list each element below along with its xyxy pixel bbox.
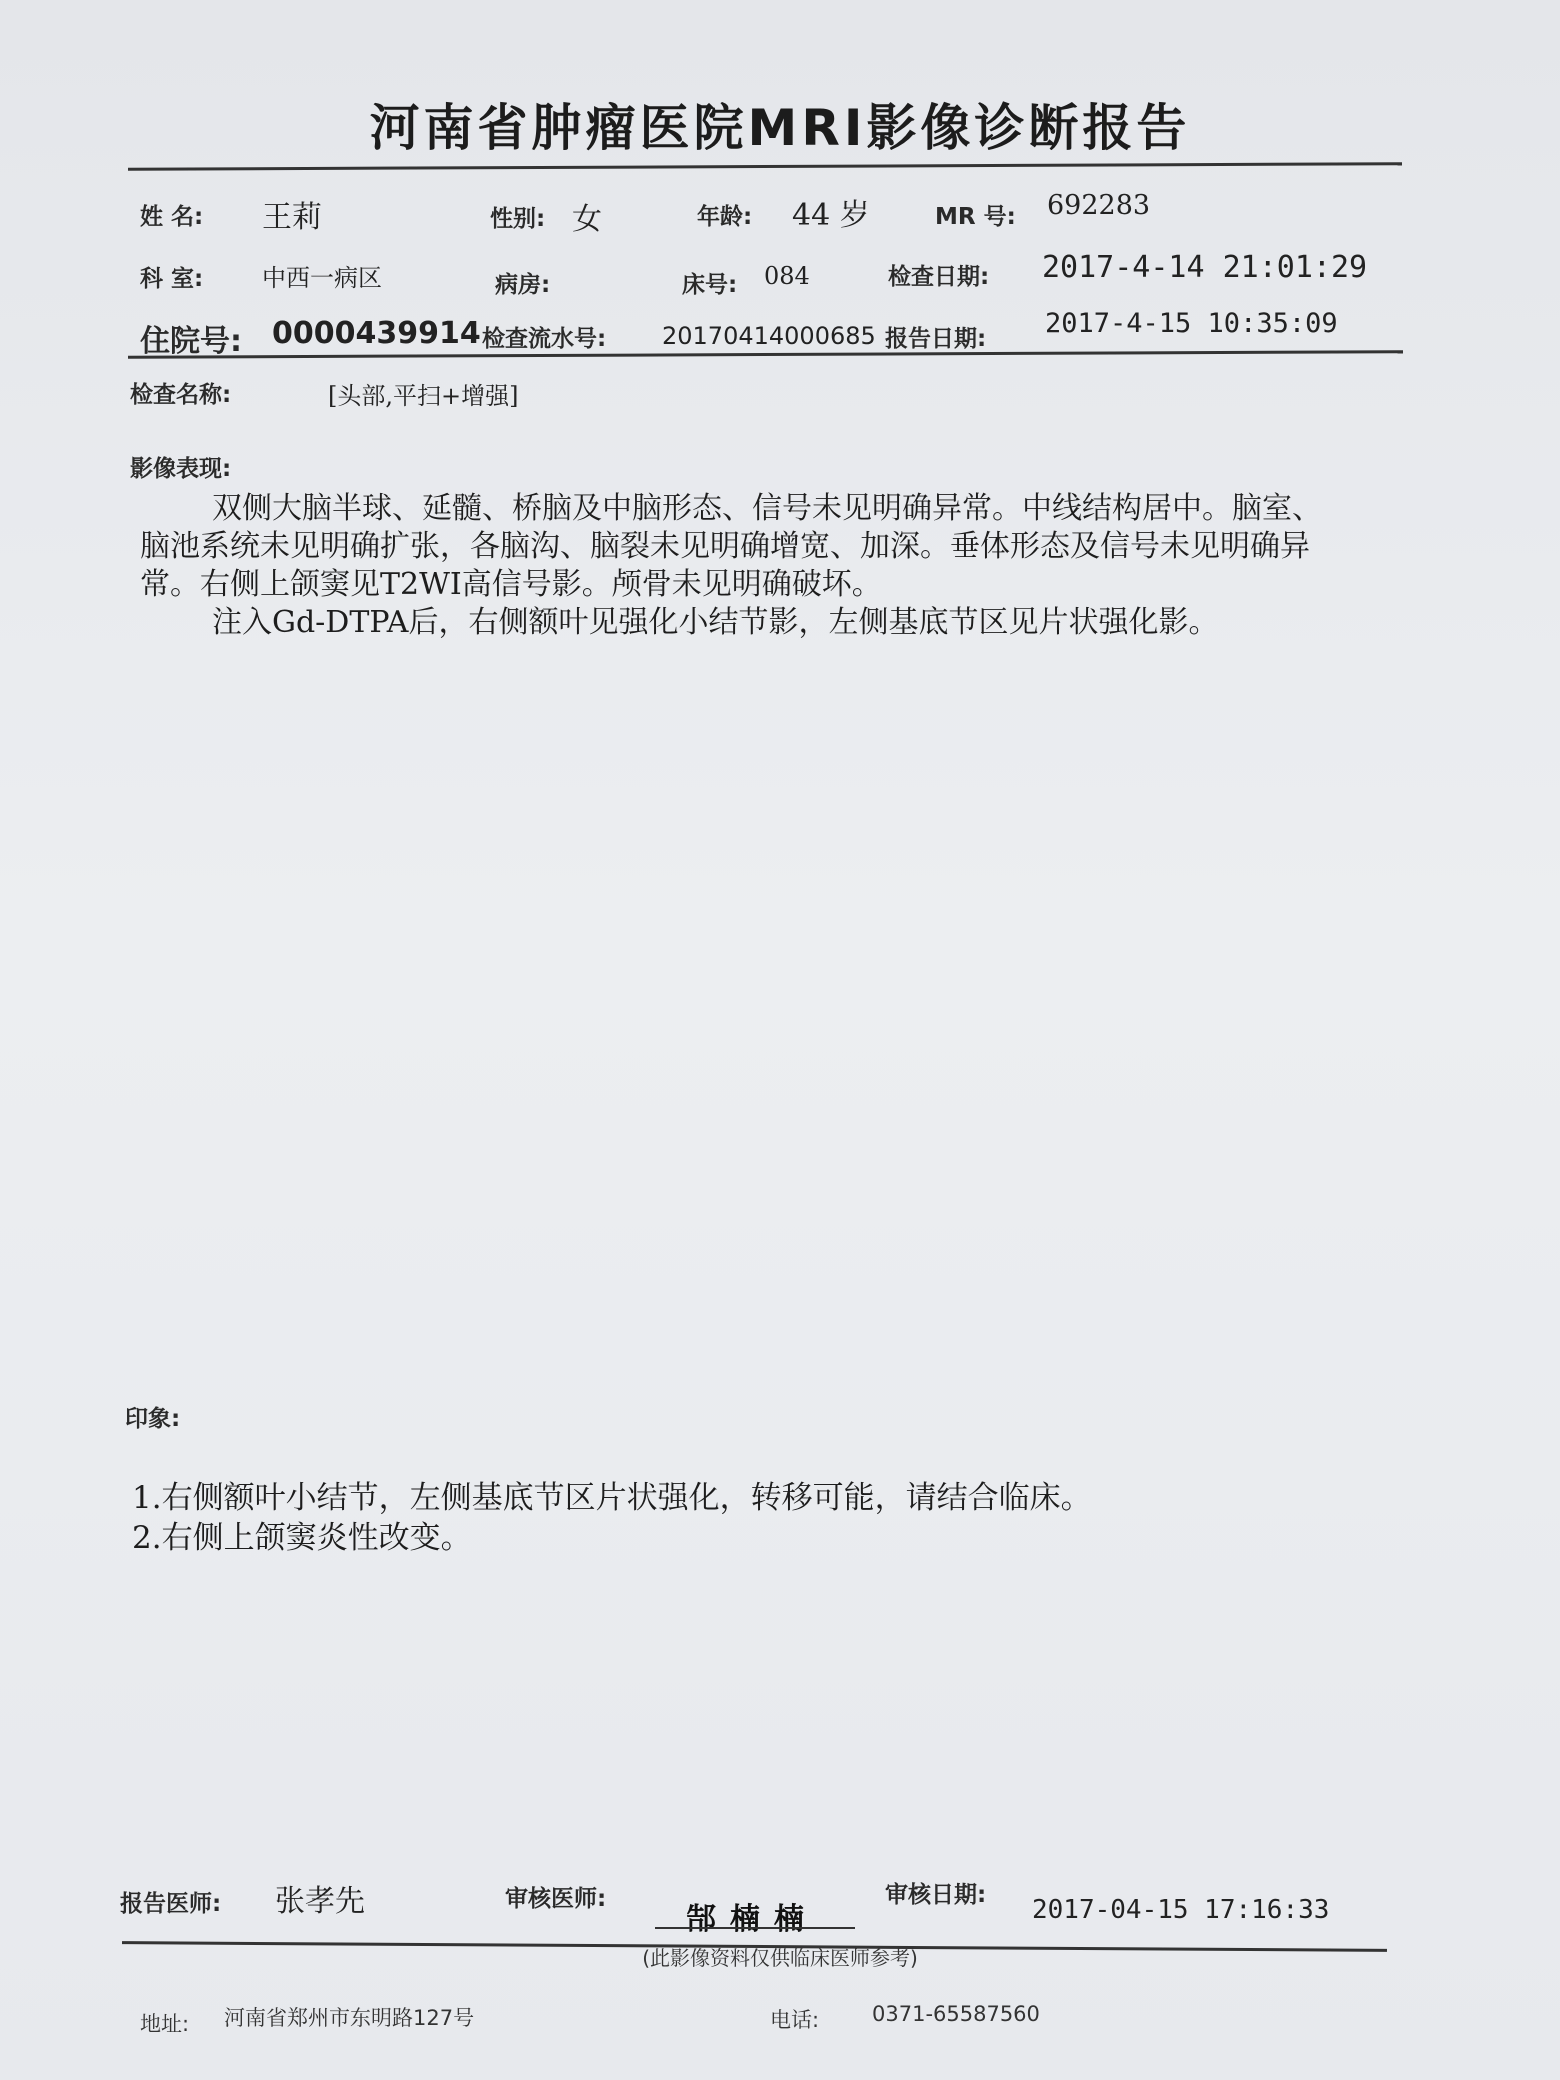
doctor-name: 张孝先 [275, 1884, 365, 1919]
address-label: 地址: [140, 2012, 190, 2036]
review-date-label: 审核日期: [885, 1882, 987, 1908]
patient-name: 王莉 [262, 200, 322, 235]
header-rule [128, 350, 1403, 359]
exam-name-label: 检查名称: [130, 382, 232, 408]
findings-paragraph-1: 双侧大脑半球、延髓、桥脑及中脑形态、信号未见明确异常。中线结构居中。脑室、脑池系统未见明确扩张，各脑沟、脑裂未见明确增宽、加深。垂体形态及信号未见明确异常。右侧上颌窦见T2WI高信号影。颅骨未见明确破坏。 [140, 491, 1322, 602]
findings-label: 影像表现: [130, 456, 232, 482]
title-rule [128, 162, 1402, 171]
admission-number: 0000439914 [272, 316, 481, 351]
serial-number: 20170414000685 [662, 322, 876, 350]
exam-date: 2017-4-14 21:01:29 [1042, 250, 1368, 285]
mr-number: 692283 [1047, 190, 1151, 221]
ward-label: 病房: [495, 272, 551, 298]
bed-number: 084 [764, 262, 810, 290]
impression-label: 印象: [125, 1406, 181, 1432]
impression-item-2: 2.右侧上颌窦炎性改变。 [132, 1520, 472, 1556]
mr-label: MR 号: [935, 204, 1016, 230]
report-title: 河南省肿瘤医院MRI影像诊断报告 [369, 99, 1191, 157]
address: 河南省郑州市东明路127号 [224, 2006, 475, 2030]
bed-label: 床号: [682, 272, 738, 298]
findings-paragraph-2: 注入Gd-DTPA后，右侧额叶见强化小结节影，左侧基底节区见片状强化影。 [212, 605, 1219, 640]
doctor-label: 报告医师: [120, 1891, 222, 1917]
exam-name: [头部,平扫+增强] [328, 382, 519, 410]
department: 中西一病区 [262, 264, 382, 292]
disclaimer-note: (此影像资料仅供临床医师参考) [642, 1946, 918, 1970]
reviewer-name: 郜楠楠 [686, 1902, 818, 1937]
serial-label: 检查流水号: [482, 326, 607, 352]
phone: 0371-65587560 [872, 2002, 1040, 2026]
dept-label: 科 室: [140, 266, 204, 292]
phone-label: 电话: [770, 2008, 820, 2032]
findings-text [140, 490, 1325, 642]
admission-label: 住院号: [140, 324, 242, 359]
impression-list [132, 1478, 1092, 1558]
report-date: 2017-4-15 10:35:09 [1045, 308, 1338, 339]
review-date: 2017-04-15 17:16:33 [1032, 1895, 1330, 1925]
signature-underline [655, 1927, 855, 1929]
patient-gender: 女 [572, 202, 602, 237]
report-date-label: 报告日期: [885, 326, 987, 352]
reviewer-label: 审核医师: [505, 1886, 607, 1912]
gender-label: 性别: [490, 206, 546, 232]
impression-item-1: 1.右侧额叶小结节，左侧基底节区片状强化，转移可能，请结合临床。 [132, 1480, 1092, 1516]
patient-age: 44 岁 [792, 198, 870, 233]
exam-date-label: 检查日期: [888, 264, 990, 290]
age-label: 年龄: [697, 204, 753, 230]
name-label: 姓 名: [140, 204, 204, 230]
